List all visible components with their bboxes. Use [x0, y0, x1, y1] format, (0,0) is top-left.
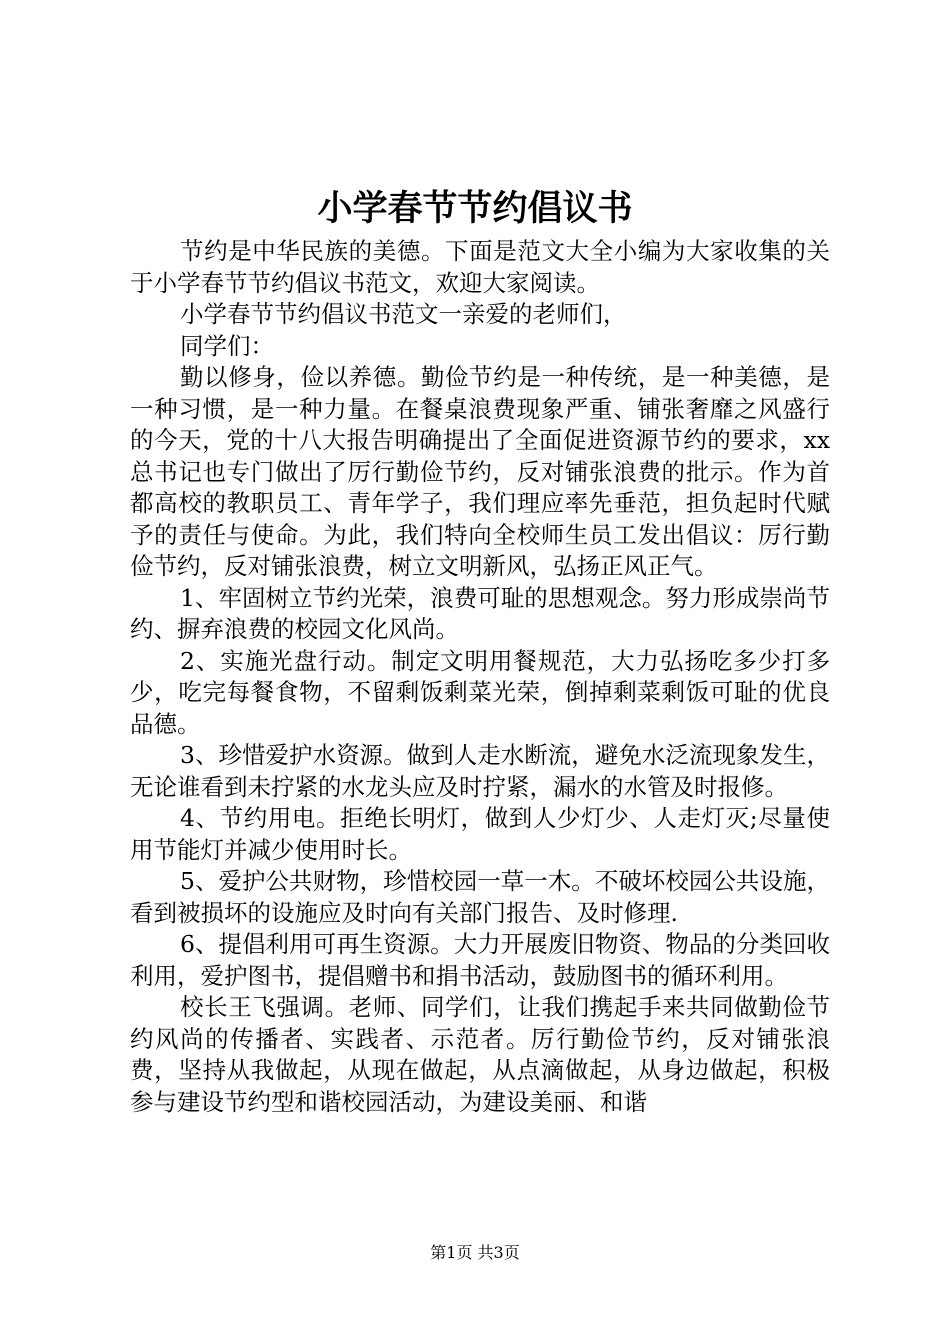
paragraph-salutation: 同学们：	[180, 331, 274, 360]
paragraph-item-1: 1、牢固树立节约光荣，浪费可耻的思想观念。努力形成崇尚节约、摒弃浪费的校园文化风尚。	[130, 583, 830, 643]
paragraph-item-4: 4、节约用电。拒绝长明灯，做到人少灯少、人走灯灭;尽量使用节能灯并减少使用时长。	[130, 804, 830, 864]
paragraph-item-5: 5、爱护公共财物，珍惜校园一草一木。不破坏校园公共设施，看到被损坏的设施应及时向有关部门报告、及时修理.	[130, 867, 830, 927]
page-number-footer: 第1页 共3页	[430, 1243, 520, 1262]
paragraph-main: 勤以修身，俭以养德。勤俭节约是一种传统，是一种美德，是一种习惯，是一种力量。在餐桌浪费现象严重、铺张奢靡之风盛行的今天，党的十八大报告明确提出了全面促进资源节约的要求，xx总书记也专门做出了厉行勤俭节约，反对铺张浪费的批示。作为首都高校的教职员工、青年学子，我们理应率先垂范，担负起时代赋予的责任与使命。为此，我们特向全校师生员工发出倡议：厉行勤俭节约，反对铺张浪费，树立文明新风，弘扬正风正气。	[130, 363, 830, 580]
paragraph-intro: 节约是中华民族的美德。下面是范文大全小编为大家收集的关于小学春节节约倡议书范文，欢迎大家阅读。	[130, 237, 830, 297]
paragraph-item-6: 6、提倡利用可再生资源。大力开展废旧物资、物品的分类回收利用，爱护图书，提倡赠书和捐书活动，鼓励图书的循环利用。	[130, 930, 830, 990]
paragraph-heading: 小学春节节约倡议书范文一亲爱的老师们，	[180, 300, 627, 328]
document-title: 小学春节节约倡议书	[317, 188, 633, 229]
paragraph-item-2: 2、实施光盘行动。制定文明用餐规范，大力弘扬吃多少打多少，吃完每餐食物，不留剩饭剩菜光荣，倒掉剩菜剩饭可耻的优良品德。	[130, 646, 830, 738]
paragraph-item-3: 3、珍惜爱护水资源。做到人走水断流，避免水泛流现象发生，无论谁看到未拧紧的水龙头应及时拧紧，漏水的水管及时报修。	[130, 741, 830, 801]
document-body	[130, 236, 830, 1118]
paragraph-closing: 校长王飞强调。老师、同学们，让我们携起手来共同做勤俭节约风尚的传播者、实践者、示范者。厉行勤俭节约，反对铺张浪费，坚持从我做起，从现在做起，从点滴做起，从身边做起，积极参与建设节约型和谐校园活动，为建设美丽、和谐	[130, 993, 830, 1116]
